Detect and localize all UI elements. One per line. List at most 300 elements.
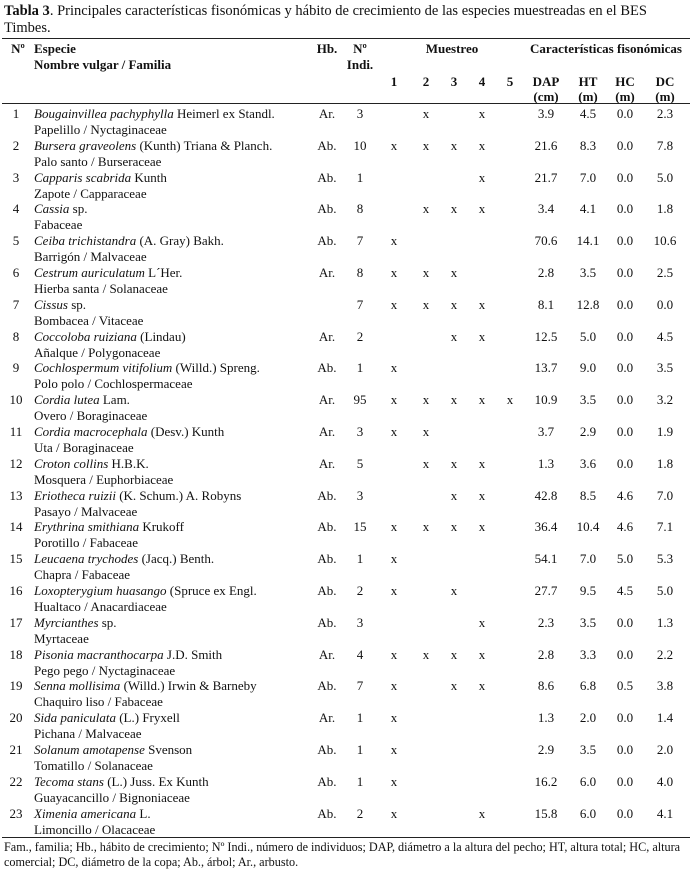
- growth-habit: Ab.: [317, 169, 337, 185]
- species-authority: (L.) Fryxell: [115, 710, 180, 726]
- common-name-family: Myrtaceae: [34, 630, 89, 646]
- sampling-mark-2: x: [422, 646, 430, 662]
- sampling-mark-2: x: [422, 137, 430, 153]
- species-name: [34, 488, 241, 503]
- header-dap-unit: (cm): [533, 89, 559, 104]
- growth-habit: Ar.: [318, 455, 336, 471]
- hc-value: 0.0: [616, 646, 634, 662]
- individuals-count: 8: [356, 265, 364, 280]
- ht-value: 6.8: [579, 678, 597, 694]
- sampling-mark-3: x: [450, 328, 458, 344]
- dap-value: 21.6: [534, 137, 558, 153]
- growth-habit: Ar.: [318, 328, 336, 344]
- dc-value: 0.0: [656, 296, 674, 312]
- sampling-mark-1: x: [390, 551, 398, 567]
- common-name-family: Uta / Boraginaceae: [34, 440, 134, 455]
- hc-value: 0.0: [616, 392, 634, 408]
- individuals-count: 3: [356, 614, 364, 630]
- individuals-count: 3: [356, 424, 364, 439]
- individuals-count: 2: [356, 328, 364, 344]
- growth-habit: Ab.: [317, 519, 337, 535]
- species-authority: (Lindau): [136, 328, 186, 344]
- common-name-family: Chaquiro liso / Fabaceae: [34, 694, 163, 710]
- hc-value: 0.0: [616, 169, 634, 185]
- ht-value: 8.3: [579, 137, 597, 153]
- header-individuals-unit: Indi.: [346, 57, 374, 72]
- table-row: [0, 138, 693, 170]
- hc-value: 0.0: [616, 614, 634, 630]
- hc-value: 0.0: [616, 424, 634, 439]
- sampling-mark-2: x: [422, 265, 430, 280]
- individuals-count: 1: [356, 742, 364, 757]
- ht-value: 3.5: [579, 392, 597, 408]
- hc-value: 0.0: [616, 137, 634, 153]
- growth-habit: Ab.: [317, 137, 337, 153]
- species-authority: (Desv.) Kunth: [147, 424, 225, 439]
- sampling-mark-2: x: [422, 106, 430, 121]
- row-number: 1: [12, 106, 20, 121]
- table-row: [0, 201, 693, 233]
- species-binomial: Solanum amotapense: [34, 742, 145, 757]
- species-authority: Heimerl ex Standl.: [173, 106, 275, 121]
- table-row: [0, 170, 693, 202]
- dc-value: 2.0: [656, 742, 674, 757]
- ht-value: 7.0: [579, 169, 597, 185]
- common-name-family: Bombacea / Vitaceae: [34, 312, 144, 328]
- individuals-count: 7: [356, 678, 364, 694]
- common-name-family: Fabaceae: [34, 217, 83, 233]
- hc-value: 0.0: [616, 773, 634, 789]
- ht-value: 2.0: [579, 710, 597, 726]
- table-label: Tabla 3: [4, 3, 50, 19]
- species-name: [34, 583, 257, 598]
- sampling-mark-4: x: [478, 455, 486, 471]
- species-name: [34, 647, 222, 662]
- growth-habit: Ar.: [318, 424, 336, 439]
- ht-value: 6.0: [579, 773, 597, 789]
- header-sampling-5: 5: [506, 74, 514, 89]
- common-name-family: Palo santo / Burseraceae: [34, 153, 162, 169]
- header-physiognomy: Características fisonómicas: [530, 41, 682, 56]
- row-number: 15: [9, 551, 23, 567]
- species-name: [34, 201, 87, 216]
- species-authority: J.D. Smith: [163, 646, 223, 662]
- dap-value: 1.3: [537, 710, 555, 726]
- species-binomial: Bougainvillea pachyphylla: [34, 106, 174, 121]
- species-name: [34, 519, 184, 534]
- sampling-mark-4: x: [478, 678, 486, 694]
- species-binomial: Cordia lutea: [34, 392, 100, 408]
- header-sampling: Muestreo: [425, 41, 479, 56]
- sampling-mark-3: x: [450, 201, 458, 217]
- row-number: 20: [9, 710, 23, 726]
- dap-value: 36.4: [534, 519, 558, 535]
- species-binomial: Cassia: [34, 201, 70, 217]
- dc-value: 4.5: [656, 328, 674, 344]
- common-name-family: Pichana / Malvaceae: [34, 726, 142, 742]
- species-name: [34, 710, 180, 725]
- header-habit: Hb.: [316, 41, 338, 56]
- species-authority: Kunth: [131, 169, 167, 185]
- species-binomial: Tecoma stans: [34, 773, 104, 789]
- sampling-mark-1: x: [390, 583, 398, 598]
- species-binomial: Loxopterygium huasango: [34, 583, 167, 598]
- row-number: 16: [9, 583, 23, 598]
- common-name-family: Barrigón / Malvaceae: [34, 249, 147, 265]
- table-row: [0, 710, 693, 742]
- table-row: [0, 360, 693, 392]
- dap-value: 8.6: [537, 678, 555, 694]
- ht-value: 3.3: [579, 646, 597, 662]
- table-row: [0, 678, 693, 710]
- individuals-count: 7: [356, 233, 364, 249]
- species-authority: Lam.: [99, 392, 130, 408]
- hc-value: 0.0: [616, 328, 634, 344]
- row-number: 23: [9, 805, 23, 821]
- sampling-mark-4: x: [478, 201, 486, 217]
- table-footnote: Fam., familia; Hb., hábito de crecimiento; Nº Indi., número de individuos; DAP, diámetro a la altura del pecho; HT, altura total; HC, altura comercial; DC, diámetro de la copa; Ab., árbol; Ar., arbusto.: [4, 840, 681, 869]
- species-authority: (Kunth) Triana & Planch.: [136, 137, 273, 153]
- ht-value: 12.8: [576, 296, 600, 312]
- common-name-family: Pego pego / Nyctaginaceae: [34, 662, 176, 678]
- growth-habit: Ab.: [317, 678, 337, 694]
- dc-value: 2.2: [656, 646, 674, 662]
- species-authority: (A. Gray) Bakh.: [136, 233, 224, 249]
- species-binomial: Leucaena trychodes: [34, 551, 139, 567]
- dap-value: 54.1: [534, 551, 558, 567]
- ht-value: 3.5: [579, 614, 597, 630]
- individuals-count: 8: [356, 201, 364, 217]
- sampling-mark-3: x: [450, 455, 458, 471]
- sampling-mark-4: x: [478, 137, 486, 153]
- sampling-mark-1: x: [390, 646, 398, 662]
- species-name: [34, 265, 182, 280]
- dc-value: 1.8: [656, 455, 674, 471]
- table-row: [0, 106, 693, 138]
- row-number: 11: [9, 424, 23, 439]
- growth-habit: Ab.: [317, 773, 337, 789]
- species-binomial: Croton collins: [34, 455, 109, 471]
- dc-value: 3.5: [656, 360, 674, 376]
- sampling-mark-1: x: [390, 137, 398, 153]
- species-authority: sp.: [98, 614, 117, 630]
- growth-habit: Ar.: [318, 710, 336, 726]
- dap-value: 2.9: [537, 742, 555, 757]
- hc-value: 0.0: [616, 360, 634, 376]
- ht-value: 7.0: [579, 551, 597, 567]
- sampling-mark-4: x: [478, 328, 486, 344]
- common-name-family: Mosquera / Euphorbiaceae: [34, 471, 174, 487]
- species-name: [34, 742, 192, 757]
- growth-habit: Ab.: [317, 551, 337, 567]
- sampling-mark-2: x: [422, 296, 430, 312]
- dc-value: 7.8: [656, 137, 674, 153]
- growth-habit: Ab.: [317, 201, 337, 217]
- row-number: 22: [9, 773, 23, 789]
- row-number: 19: [9, 678, 23, 694]
- sampling-mark-4: x: [478, 646, 486, 662]
- sampling-mark-3: x: [450, 646, 458, 662]
- species-authority: (Willd.) Irwin & Barneby: [120, 678, 257, 694]
- common-name-family: Tomatillo / Solanaceae: [34, 758, 153, 773]
- ht-value: 9.5: [579, 583, 597, 598]
- species-name: [34, 806, 151, 821]
- species-name: [34, 138, 272, 153]
- hc-value: 0.0: [616, 106, 634, 121]
- header-rule: [2, 103, 690, 104]
- table-title: . Principales características fisonómicas y hábito de crecimiento de las especies muestreadas en el BES Timbes.: [4, 3, 647, 36]
- ht-value: 3.5: [579, 742, 597, 757]
- table-row: [0, 615, 693, 647]
- species-name: [34, 392, 130, 407]
- growth-habit: Ar.: [318, 106, 336, 121]
- sampling-mark-4: x: [478, 169, 486, 185]
- growth-habit: Ar.: [318, 392, 336, 408]
- species-name: [34, 106, 275, 121]
- dc-value: 2.3: [656, 106, 674, 121]
- sampling-mark-1: x: [390, 678, 398, 694]
- dc-value: 10.6: [653, 233, 677, 249]
- individuals-count: 3: [356, 487, 364, 503]
- dc-value: 3.2: [656, 392, 674, 408]
- sampling-mark-1: x: [390, 265, 398, 280]
- individuals-count: 2: [356, 583, 364, 598]
- species-name: [34, 170, 167, 185]
- dc-value: 5.0: [656, 583, 674, 598]
- dc-value: 1.3: [656, 614, 674, 630]
- dap-value: 2.3: [537, 614, 555, 630]
- species-authority: Krukoff: [139, 519, 184, 535]
- individuals-count: 7: [356, 296, 364, 312]
- species-authority: sp.: [69, 201, 88, 217]
- sampling-mark-2: x: [422, 392, 430, 408]
- individuals-count: 1: [356, 551, 364, 567]
- individuals-count: 1: [356, 360, 364, 376]
- header-hc: HC: [615, 74, 635, 89]
- species-binomial: Cordia macrocephala: [34, 424, 148, 439]
- sampling-mark-3: x: [450, 519, 458, 535]
- dap-value: 16.2: [534, 773, 558, 789]
- hc-value: 0.0: [616, 455, 634, 471]
- table-row: [0, 806, 693, 838]
- sampling-mark-1: x: [390, 773, 398, 789]
- header-ht-unit: (m): [578, 89, 598, 104]
- sampling-mark-5: x: [506, 392, 514, 408]
- individuals-count: 2: [356, 805, 364, 821]
- hc-value: 4.6: [616, 487, 634, 503]
- sampling-mark-1: x: [390, 392, 398, 408]
- row-number: 5: [12, 233, 20, 249]
- species-binomial: Ximenia americana: [34, 805, 137, 821]
- row-number: 17: [9, 614, 23, 630]
- row-number: 6: [12, 265, 20, 280]
- dc-value: 5.3: [656, 551, 674, 567]
- dap-value: 2.8: [537, 265, 555, 280]
- species-binomial: Capparis scabrida: [34, 169, 132, 185]
- growth-habit: Ab.: [317, 487, 337, 503]
- header-dc: DC: [655, 74, 675, 89]
- table-row: [0, 456, 693, 488]
- common-name-family: Zapote / Capparaceae: [34, 185, 147, 201]
- dc-value: 1.4: [656, 710, 674, 726]
- dc-value: 4.0: [656, 773, 674, 789]
- header-species: Especie: [34, 41, 76, 56]
- hc-value: 0.5: [616, 678, 634, 694]
- sampling-mark-4: x: [478, 392, 486, 408]
- sampling-mark-3: x: [450, 296, 458, 312]
- ht-value: 3.5: [579, 265, 597, 280]
- dap-value: 13.7: [534, 360, 558, 376]
- hc-value: 0.0: [616, 201, 634, 217]
- dc-value: 4.1: [656, 805, 674, 821]
- dap-value: 3.7: [537, 424, 555, 439]
- species-authority: Svenson: [144, 742, 193, 757]
- species-authority: (K. Schum.) A. Robyns: [115, 487, 242, 503]
- dap-value: 15.8: [534, 805, 558, 821]
- growth-habit: Ab.: [317, 583, 337, 598]
- table-row: [0, 392, 693, 424]
- ht-value: 3.6: [579, 455, 597, 471]
- dc-value: 7.1: [656, 519, 674, 535]
- individuals-count: 15: [353, 519, 367, 535]
- individuals-count: 3: [356, 106, 364, 121]
- row-number: 4: [12, 201, 20, 217]
- dap-value: 42.8: [534, 487, 558, 503]
- species-authority: sp.: [67, 296, 87, 312]
- table-row: [0, 647, 693, 679]
- table-row: [0, 774, 693, 806]
- row-number: 21: [9, 742, 23, 757]
- ht-value: 4.1: [579, 201, 597, 217]
- species-binomial: Coccoloba ruiziana: [34, 328, 137, 344]
- species-authority: (Spruce ex Engl.: [166, 583, 257, 598]
- row-number: 10: [9, 392, 23, 408]
- common-name-family: Hierba santa / Solanaceae: [34, 281, 168, 296]
- ht-value: 6.0: [579, 805, 597, 821]
- sampling-mark-1: x: [390, 742, 398, 757]
- dc-value: 1.8: [656, 201, 674, 217]
- sampling-mark-4: x: [478, 106, 486, 121]
- common-name-family: Porotillo / Fabaceae: [34, 535, 138, 551]
- common-name-family: Añalque / Polygonaceae: [34, 344, 161, 360]
- header-sampling-4: 4: [478, 74, 486, 89]
- species-binomial: Sida paniculata: [34, 710, 116, 726]
- sampling-mark-2: x: [422, 424, 430, 439]
- sampling-mark-2: x: [422, 519, 430, 535]
- dap-value: 2.8: [537, 646, 555, 662]
- ht-value: 4.5: [579, 106, 597, 121]
- header-individuals: Nº: [353, 41, 367, 56]
- sampling-mark-4: x: [478, 487, 486, 503]
- table-row: [0, 424, 693, 456]
- sampling-mark-3: x: [450, 678, 458, 694]
- row-number: 14: [9, 519, 23, 535]
- dap-value: 8.1: [537, 296, 555, 312]
- growth-habit: Ab.: [317, 805, 337, 821]
- common-name-family: Hualtaco / Anacardiaceae: [34, 599, 167, 614]
- hc-value: 0.0: [616, 742, 634, 757]
- ht-value: 5.0: [579, 328, 597, 344]
- species-name: [34, 456, 149, 471]
- dap-value: 27.7: [534, 583, 558, 598]
- header-sampling-1: 1: [390, 74, 398, 89]
- hc-value: 4.5: [616, 583, 634, 598]
- sampling-mark-1: x: [390, 360, 398, 376]
- header-number: Nº: [11, 41, 25, 56]
- dap-value: 70.6: [534, 233, 558, 249]
- hc-value: 0.0: [616, 296, 634, 312]
- hc-value: 5.0: [616, 551, 634, 567]
- ht-value: 10.4: [576, 519, 600, 535]
- row-number: 3: [12, 169, 20, 185]
- common-name-family: Pasayo / Malvaceae: [34, 503, 138, 519]
- header-sampling-2: 2: [422, 74, 430, 89]
- table-row: [0, 551, 693, 583]
- species-name: [34, 615, 117, 630]
- dc-value: 5.0: [656, 169, 674, 185]
- individuals-count: 95: [353, 392, 367, 408]
- table-row: [0, 488, 693, 520]
- hc-value: 0.0: [616, 805, 634, 821]
- sampling-mark-3: x: [450, 265, 458, 280]
- sampling-mark-1: x: [390, 710, 398, 726]
- species-authority: H.B.K.: [108, 455, 149, 471]
- table-row: [0, 297, 693, 329]
- species-name: [34, 424, 224, 439]
- header-dap: DAP: [532, 74, 560, 89]
- header-hc-unit: (m): [615, 89, 635, 104]
- species-binomial: Senna mollisima: [34, 678, 121, 694]
- row-number: 2: [12, 137, 20, 153]
- common-name-family: Limoncillo / Olacaceae: [34, 821, 156, 837]
- species-binomial: Myrcianthes: [34, 614, 99, 630]
- header-sampling-3: 3: [450, 74, 458, 89]
- species-binomial: Cochlospermum vitifolium: [34, 360, 173, 376]
- individuals-count: 1: [356, 773, 364, 789]
- species-authority: L´Her.: [144, 265, 183, 280]
- sampling-mark-1: x: [390, 805, 398, 821]
- individuals-count: 5: [356, 455, 364, 471]
- growth-habit: Ab.: [317, 614, 337, 630]
- growth-habit: Ab.: [317, 742, 337, 757]
- table-row: [0, 233, 693, 265]
- individuals-count: 1: [356, 169, 364, 185]
- dap-value: 12.5: [534, 328, 558, 344]
- sampling-mark-4: x: [478, 519, 486, 535]
- table-caption: [4, 3, 688, 37]
- growth-habit: Ar.: [318, 646, 336, 662]
- ht-value: 2.9: [579, 424, 597, 439]
- ht-value: 14.1: [576, 233, 600, 249]
- species-binomial: Pisonia macranthocarpa: [34, 646, 164, 662]
- table-row: [0, 742, 693, 774]
- individuals-count: 10: [353, 137, 367, 153]
- growth-habit: Ab.: [317, 360, 337, 376]
- species-authority: L.: [136, 805, 151, 821]
- species-binomial: Bursera graveolens: [34, 137, 137, 153]
- species-name: [34, 233, 224, 248]
- species-binomial: Eriotheca ruizii: [34, 487, 116, 503]
- species-name: [34, 297, 86, 312]
- species-name: [34, 678, 257, 693]
- common-name-family: Chapra / Fabaceae: [34, 567, 131, 583]
- species-name: [34, 551, 214, 566]
- common-name-family: Guayacancillo / Bignoniaceae: [34, 789, 190, 805]
- sampling-mark-3: x: [450, 487, 458, 503]
- species-binomial: Cissus: [34, 296, 68, 312]
- dc-value: 1.9: [656, 424, 674, 439]
- ht-value: 9.0: [579, 360, 597, 376]
